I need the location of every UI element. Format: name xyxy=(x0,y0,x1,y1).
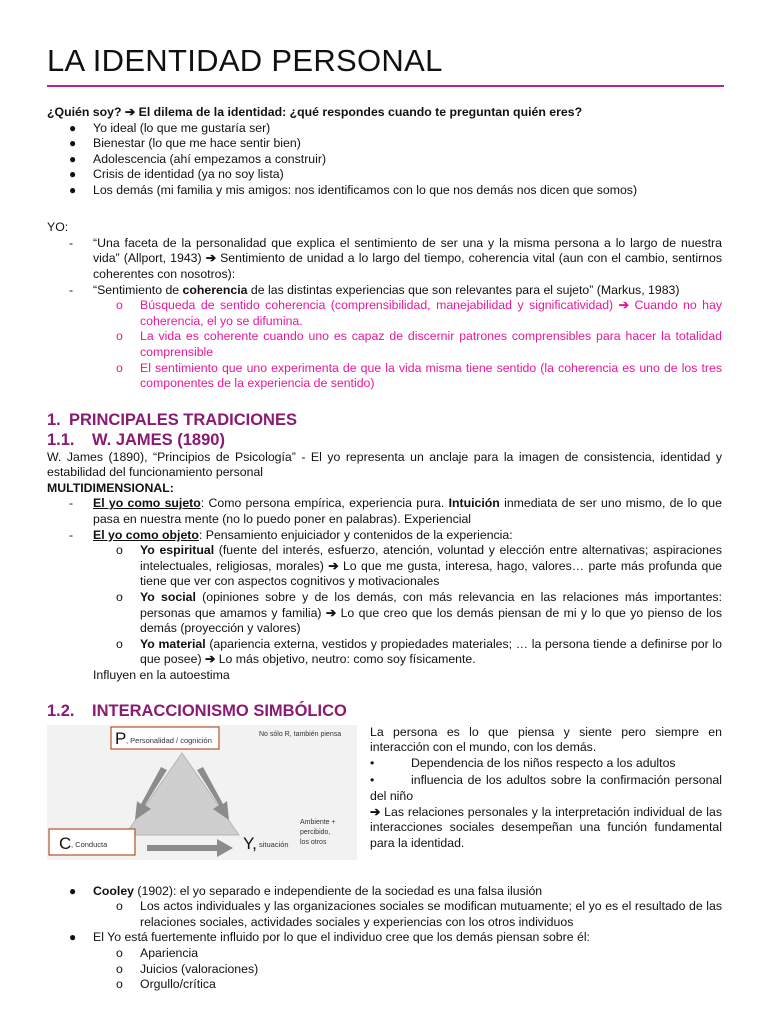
multidimensional-text: MULTIDIMENSIONAL xyxy=(47,480,170,495)
list-item-text: Crisis de identidad (ya no soy lista) xyxy=(93,167,284,182)
yo-sujeto-label: El yo como sujeto xyxy=(93,496,201,511)
bullet-icon: ● xyxy=(69,151,77,166)
list-item xyxy=(47,543,722,590)
yo-material-text: (apariencia externa, vestidos y propiedades materiales; … la persona tiende a definirse por lo que posee) xyxy=(140,636,722,667)
circle-bullet-icon: o xyxy=(116,298,123,313)
markus-quote-end: de las distintas experiencias que son relevantes para el sujeto” (Markus, 1983) xyxy=(247,282,680,297)
yo-material-label: Yo material xyxy=(140,636,206,651)
bullet-icon: ● xyxy=(69,883,77,898)
yo-espiritual-explanation: Lo que me gusta, interesa, hago, valores… parte más profunda que tiene que ver con aspectos cognitivos y motivacionales xyxy=(140,558,722,589)
section-heading xyxy=(47,410,722,430)
intuicion-term: Intuición xyxy=(448,496,500,511)
list-item xyxy=(47,637,722,668)
circle-bullet-icon: o xyxy=(116,961,123,976)
arrow-right-icon: ➔ xyxy=(328,558,339,573)
yo-espiritual-text: (fuente del interés, esfuerzo, atención, voluntad y elección entre alternativas; aspiraciones intelectuales, religiosas, morales) xyxy=(140,543,723,573)
c-label: , Conducta xyxy=(71,839,108,849)
yo-sujeto-text: : Como persona empírica, experiencia pura. xyxy=(200,496,449,511)
list-item xyxy=(47,899,722,930)
yo-sujeto-text-end: inmediata de ser uno mismo, de lo que pasa en nuestra mente (no lo puedo poner en palabras). Experiencial xyxy=(93,496,722,527)
multidimensional-colon: : xyxy=(169,480,174,495)
pcy-diagram xyxy=(47,725,357,860)
list-item xyxy=(47,121,722,137)
intro-question xyxy=(47,105,722,121)
list-item xyxy=(47,136,722,152)
arrow-right-icon: ➔ xyxy=(618,298,629,313)
yo-objeto-label: El yo como objeto xyxy=(93,527,199,542)
list-item xyxy=(47,167,722,183)
list-item xyxy=(47,298,722,329)
subsection-heading xyxy=(47,701,722,721)
relaciones-text xyxy=(370,805,722,852)
autoestima-note xyxy=(47,668,722,684)
question-label: ¿Quién soy? xyxy=(47,105,122,119)
list-item xyxy=(47,590,722,637)
list-item xyxy=(47,962,722,978)
p-letter: P xyxy=(115,728,127,748)
subsection-number: 1.2. xyxy=(47,701,75,720)
dash-marker: - xyxy=(69,282,74,297)
section-number: 1. xyxy=(47,410,61,429)
y-label: situación xyxy=(259,839,289,849)
list-item xyxy=(47,361,722,392)
list-item-text: Juicios (valoraciones) xyxy=(140,961,259,976)
bullet-icon: ● xyxy=(69,167,77,182)
list-item-text: El sentimiento que uno experimenta de que la vida misma tiene sentido (la coherencia es uno de los tres componentes de la experiencia de sentido) xyxy=(140,360,722,391)
james-intro: W. James (1890), “Principios de Psicología” - El yo representa un anclaje para la imagen de consistencia, identidad y estabilidad del funcionamiento personal xyxy=(47,449,722,480)
allport-quote: “Una faceta de la personalidad que explica el sentimiento de ser una y la misma persona a lo largo de nuestra vida” (Allport, 1943) xyxy=(93,235,722,266)
list-item-text: Bienestar (lo que me hace sentir bien) xyxy=(93,136,301,151)
coherence-loss-text: Cuando no hay coherencia, el yo se difumina. xyxy=(140,298,723,328)
circle-bullet-icon: o xyxy=(116,977,123,992)
list-item-text: La vida es coherente cuando uno es capaz de discernir patrones comprensibles para hacer la totalidad comprensible xyxy=(140,329,722,359)
list-item-text: El Yo está fuertemente influido por lo que el individuo cree que los demás piensan sobre él: xyxy=(93,930,590,945)
yo-label: YO: xyxy=(47,220,69,235)
list-item xyxy=(47,183,722,199)
list-item xyxy=(47,977,722,993)
yo-social-explanation: Lo que creo que los demás piensan de mi y lo que yo pienso de los demás (proyección y valores) xyxy=(140,605,723,636)
yo-social-text: (opiniones sobre y de los demás, con más relevancia en las relaciones más importantes: personas que amamos y familia) xyxy=(140,590,722,620)
list-item xyxy=(47,329,722,360)
yo-objeto-text: : Pensamiento enjuiciador y contenidos de la experiencia: xyxy=(198,527,513,542)
circle-bullet-icon: o xyxy=(116,899,123,914)
section-title: PRINCIPALES TRADICIONES xyxy=(69,410,297,429)
circle-bullet-icon: o xyxy=(116,636,123,651)
persona-text: La persona es lo que piensa y siente pero siempre en interacción con el mundo, con los demás. xyxy=(370,724,722,755)
arrow-right-icon: ➔ xyxy=(325,605,337,620)
cooley-label: Cooley xyxy=(93,883,134,898)
arrow-right-icon: ➔ xyxy=(204,652,216,667)
title-divider xyxy=(47,85,724,87)
list-item xyxy=(47,946,722,962)
circle-bullet-icon: o xyxy=(116,329,123,344)
yo-social-label: Yo social xyxy=(140,590,196,605)
list-item xyxy=(47,496,722,527)
circle-bullet-icon: o xyxy=(116,945,123,960)
list-item xyxy=(47,528,722,544)
list-item xyxy=(370,756,722,772)
list-item-text: Apariencia xyxy=(140,945,199,960)
question-text: El dilema de la identidad: ¿qué respondes cuando te preguntan quién eres? xyxy=(135,105,583,119)
bullet-icon: ● xyxy=(69,182,77,197)
list-item xyxy=(370,773,722,804)
multidimensional-label xyxy=(47,481,722,497)
list-item-text: influencia de los adultos sobre la confirmación personal del niño xyxy=(370,773,722,803)
subsection-heading xyxy=(47,430,722,450)
yo-espiritual-label: Yo espiritual xyxy=(140,543,215,558)
list-item-text: Yo ideal (lo que me gustaría ser) xyxy=(93,120,271,135)
circle-bullet-icon: o xyxy=(116,590,123,605)
arrow-right-icon: ➔ xyxy=(370,804,381,819)
list-item-text: Los actos individuales y las organizaciones sociales se modifican mutuamente; el yo es el resultado de las relaciones sociales, actividades sociales y experiencias con los otros individuos xyxy=(140,899,722,929)
list-item xyxy=(47,884,722,900)
y-letter: Y, xyxy=(243,833,257,853)
list-item-text: Adolescencia (ahí empezamos a construir) xyxy=(93,151,327,166)
dash-marker: - xyxy=(69,496,74,511)
subsection-number: 1.1. xyxy=(47,430,75,449)
arrow-right-icon: ➔ xyxy=(124,105,136,119)
interaccionismo-text xyxy=(370,725,722,852)
document-body xyxy=(47,105,722,993)
p-label: , Personalidad / cognición xyxy=(126,735,212,745)
c-letter: C xyxy=(59,833,72,853)
dash-marker: - xyxy=(69,235,74,250)
bullet-icon: ● xyxy=(69,136,77,151)
relaciones-text-body: Las relaciones personales y la interpretación individual de las interacciones sociales desempeñan una función fundamental para la identidad. xyxy=(370,804,722,850)
coherencia-term: coherencia xyxy=(182,282,248,297)
list-item-text: Dependencia de los niños respecto a los adultos xyxy=(411,755,676,770)
bullet-icon: ● xyxy=(69,930,77,945)
dash-marker: - xyxy=(69,527,74,542)
ambiente-line-1: Ambiente + xyxy=(300,818,336,826)
list-item xyxy=(47,283,722,299)
list-item xyxy=(47,152,722,168)
markus-quote-start: “Sentimiento de xyxy=(93,282,183,297)
subsection-title: INTERACCIONISMO SIMBÓLICO xyxy=(92,701,347,720)
circle-bullet-icon: o xyxy=(116,543,123,558)
cooley-text: (1902): el yo separado e independiente de la sociedad es una falsa ilusión xyxy=(134,883,543,898)
list-item-text: Orgullo/crítica xyxy=(140,977,216,992)
interaccionismo-section xyxy=(47,725,722,860)
yo-material-explanation: Lo más objetivo, neutro: como soy físicamente. xyxy=(215,652,476,667)
diagram-note: No sólo R, también piensa xyxy=(259,730,342,738)
list-item xyxy=(47,930,722,946)
ambiente-line-2: percibido, xyxy=(300,828,331,836)
list-item xyxy=(47,236,722,283)
bullet-icon: ● xyxy=(69,120,77,135)
arrow-right-icon: ➔ xyxy=(205,251,216,266)
bullet-icon: • xyxy=(370,755,375,770)
allport-explanation: Sentimiento de unidad a lo largo del tiempo, coherencia vital (aun con el cambio, sentirnos coherentes con nosotros): xyxy=(93,251,723,281)
autoestima-text: Influyen en la autoestima xyxy=(93,668,230,682)
circle-bullet-icon: o xyxy=(116,360,123,375)
ambiente-line-3: los otros xyxy=(300,838,327,846)
subsection-title: W. JAMES (1890) xyxy=(92,430,225,449)
page-title: LA IDENTIDAD PERSONAL xyxy=(47,43,443,78)
list-item-text: Los demás (mi familia y mis amigos: nos identificamos con lo que nos demás nos dicen que somos) xyxy=(93,182,638,197)
bullet-icon: • xyxy=(370,773,375,788)
coherence-search-text: Búsqueda de sentido coherencia (comprensibilidad, manejabilidad y significatividad) xyxy=(140,298,614,313)
